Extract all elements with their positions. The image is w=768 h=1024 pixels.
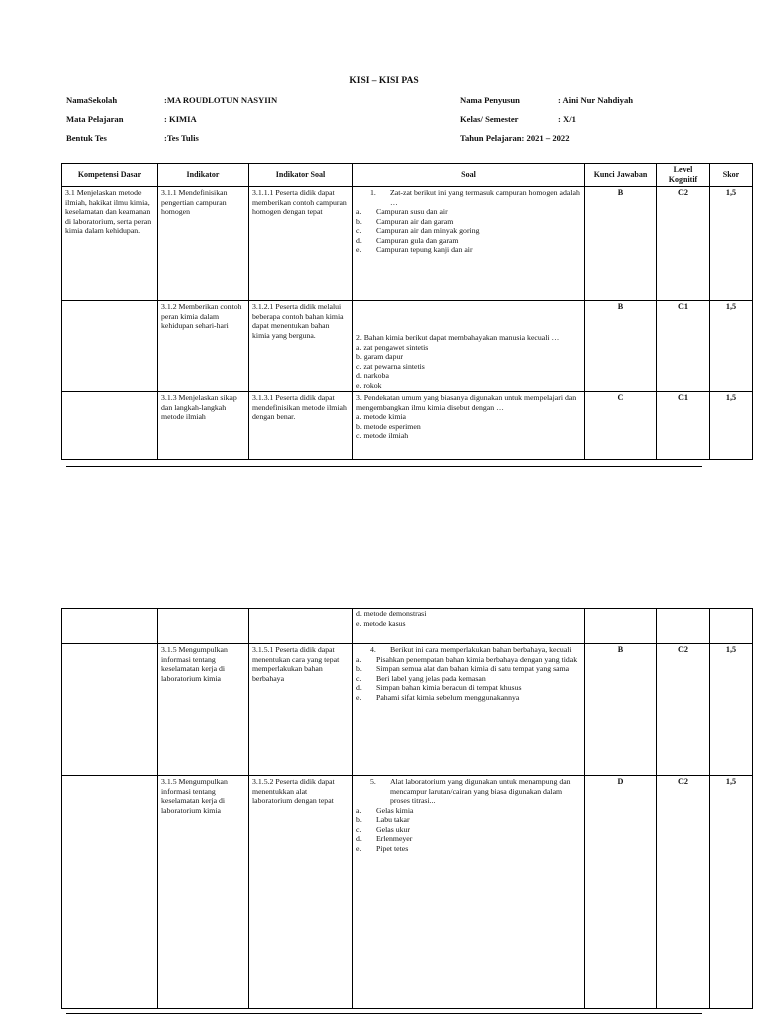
kd-cell xyxy=(62,644,158,776)
option-item: d. Erlenmeyer xyxy=(356,834,413,843)
question-text: 2. Bahan kimia berikut dapat membahayakan manusia kecuali … xyxy=(356,333,560,342)
level-cell: C1 xyxy=(657,301,710,392)
option-item: a. Pisahkan penempatan bahan kimia berbahaya dengan yang tidak xyxy=(356,654,578,664)
skor-cell: 1,5 xyxy=(710,392,753,460)
col-header-kompetensi: Kompetensi Dasar xyxy=(62,164,158,187)
question-text: mengembangkan ilmu kimia disebut dengan … xyxy=(356,402,504,412)
document-title: KISI – KISI PAS xyxy=(349,76,419,86)
skor-cell xyxy=(710,609,753,644)
school-label: NamaSekolah xyxy=(66,95,118,105)
level-cell: C2 xyxy=(657,187,710,301)
table-row xyxy=(62,392,753,460)
indikator-cell: 3.1.1 Mendefinisikan pengertian campuran homogen xyxy=(158,187,249,301)
indikator-soal-cell: 3.1.2.1 Peserta didik melalui beberapa contoh bahan kimia dapat menentukan bahan kimia yang berguna. xyxy=(249,301,353,392)
school-value: :MA ROUDLOTUN NASYIIN xyxy=(164,95,278,105)
indikator-cell: 3.1.3 Menjelaskan sikap dan langkah-langkah metode ilmiah xyxy=(158,392,249,460)
option-item: d. metode demonstrasi xyxy=(356,609,427,618)
kd-cell xyxy=(62,301,158,392)
col-header-kunci: Kunci Jawaban xyxy=(585,164,657,187)
option-item: a. Campuran susu dan air xyxy=(356,207,448,216)
kunci-cell: C xyxy=(585,392,657,460)
option-list xyxy=(356,806,581,854)
soal-cell xyxy=(353,392,585,460)
author-label: Nama Penyusun xyxy=(460,95,520,105)
option-item: c. Gelas ukur xyxy=(356,824,410,834)
option-item: a. zat pengawet sintetis xyxy=(356,342,429,352)
option-item: b. Simpan semua alat dan bahan kimia di satu tempat yang sama xyxy=(356,664,570,673)
option-item: e. metode kasus xyxy=(356,618,406,628)
option-item: a. Gelas kimia xyxy=(356,805,414,815)
level-cell: C2 xyxy=(657,776,710,1009)
kisi-table-page-2 xyxy=(61,608,753,1009)
subject-label: Mata Pelajaran xyxy=(66,114,124,124)
table-row xyxy=(62,644,753,776)
table-row xyxy=(62,301,753,392)
option-item: d. narkoba xyxy=(356,371,389,380)
option-item: c. zat pewarna sintetis xyxy=(356,361,425,371)
option-item: c. Beri label yang jelas pada kemasan xyxy=(356,673,486,683)
question-stem: 4. Berikut ini cara memperlakukan bahan berbahaya, kecuali xyxy=(370,645,572,654)
indikator-cell: 3.1.5 Mengumpulkan informasi tentang keselamatan kerja di laboratorium kimia xyxy=(158,644,249,776)
skor-cell: 1,5 xyxy=(710,776,753,1009)
table-row xyxy=(62,776,753,1009)
level-cell: C2 xyxy=(657,644,710,776)
col-header-level: Level Kognitif xyxy=(657,164,710,187)
option-item: e. Campuran tepung kanji dan air xyxy=(356,245,473,254)
skor-cell: 1,5 xyxy=(710,187,753,301)
test-type-label: Bentuk Tes xyxy=(66,133,107,143)
class-value: : X/1 xyxy=(558,114,576,124)
soal-cell xyxy=(353,609,585,644)
subject-value: : KIMIA xyxy=(164,114,197,124)
option-item: b. Campuran air dan garam xyxy=(356,216,454,226)
question-text: 3. Pendekatan umum yang biasanya digunakan untuk mempelajari dan xyxy=(356,393,577,402)
class-label: Kelas/ Semester xyxy=(460,114,519,124)
col-header-indikator: Indikator xyxy=(158,164,249,187)
page-divider-line xyxy=(66,466,702,467)
kisi-table-page-1 xyxy=(61,163,753,460)
kunci-cell: B xyxy=(585,187,657,301)
level-cell xyxy=(657,609,710,644)
table-row xyxy=(62,609,753,644)
col-header-skor: Skor xyxy=(710,164,753,187)
indikator-soal-cell xyxy=(249,609,353,644)
kd-cell xyxy=(62,609,158,644)
soal-cell xyxy=(353,187,585,301)
level-cell: C1 xyxy=(657,392,710,460)
option-item: b. garam dapur xyxy=(356,352,403,361)
option-item: e. Pahami sifat kimia sebelum menggunakannya xyxy=(356,692,520,702)
soal-cell xyxy=(353,776,585,1009)
col-header-soal: Soal xyxy=(353,164,585,187)
question-stem: 5. Alat laboratorium yang digunakan untuk menampung dan mencampur larutan/cairan yang biasa digunakan dalam proses titrasi... xyxy=(370,777,571,805)
option-list xyxy=(356,655,581,703)
table-row xyxy=(62,187,753,301)
test-type-value: :Tes Tulis xyxy=(164,133,199,143)
indikator-cell: 3.1.5 Mengumpulkan informasi tentang keselamatan kerja di laboratorium kimia xyxy=(158,776,249,1009)
kunci-cell: B xyxy=(585,644,657,776)
table-header-row xyxy=(62,164,753,187)
option-list xyxy=(356,207,581,255)
soal-cell xyxy=(353,301,585,392)
option-item: c. metode ilmiah xyxy=(356,431,409,440)
indikator-soal-cell: 3.1.3.1 Peserta didik dapat mendefinisikan metode ilmiah dengan benar. xyxy=(249,392,353,460)
option-item: e. Pipet tetes xyxy=(356,843,409,853)
kd-cell xyxy=(62,776,158,1009)
indikator-soal-cell: 3.1.5.1 Peserta didik dapat menentukan cara yang tepat memperlakukan bahan berbahaya xyxy=(249,644,353,776)
option-item: a. metode kimia xyxy=(356,412,407,421)
kunci-cell xyxy=(585,609,657,644)
kunci-cell: B xyxy=(585,301,657,392)
year-label: Tahun Pelajaran: 2021 – 2022 xyxy=(460,133,570,143)
soal-cell xyxy=(353,644,585,776)
option-item: d. Simpan bahan kimia beracun di tempat khusus xyxy=(356,683,522,692)
indikator-soal-cell: 3.1.1.1 Peserta didik dapat memberikan contoh campuran homogen dengan tepat xyxy=(249,187,353,301)
option-item: d. Campuran gula dan garam xyxy=(356,235,459,245)
kd-cell: 3.1 Menjelaskan metode ilmiah, hakikat ilmu kimia, keselamatan dan keamanan di laboratorium, serta peran kimia dalam kehidupan. xyxy=(62,187,158,301)
kunci-cell: D xyxy=(585,776,657,1009)
skor-cell: 1,5 xyxy=(710,644,753,776)
indikator-soal-cell: 3.1.5.2 Peserta didik dapat menentukkan alat laboratorium dengan tepat xyxy=(249,776,353,1009)
kd-cell xyxy=(62,392,158,460)
skor-cell: 1,5 xyxy=(710,301,753,392)
col-header-indikator-soal: Indikator Soal xyxy=(249,164,353,187)
option-item: c. Campuran air dan minyak goring xyxy=(356,226,480,235)
question-stem: 1. Zat-zat berikut ini yang termasuk campuran homogen adalah … xyxy=(370,188,580,207)
option-item: b. Labu takar xyxy=(356,815,410,824)
page-divider-line xyxy=(66,1013,702,1014)
indikator-cell: 3.1.2 Memberikan contoh peran kimia dalam kehidupan sehari-hari xyxy=(158,301,249,392)
option-item: e. rokok xyxy=(356,380,382,390)
author-value: : Aini Nur Nahdiyah xyxy=(558,95,634,105)
indikator-cell xyxy=(158,609,249,644)
option-item: b. metode esperimen xyxy=(356,421,421,431)
